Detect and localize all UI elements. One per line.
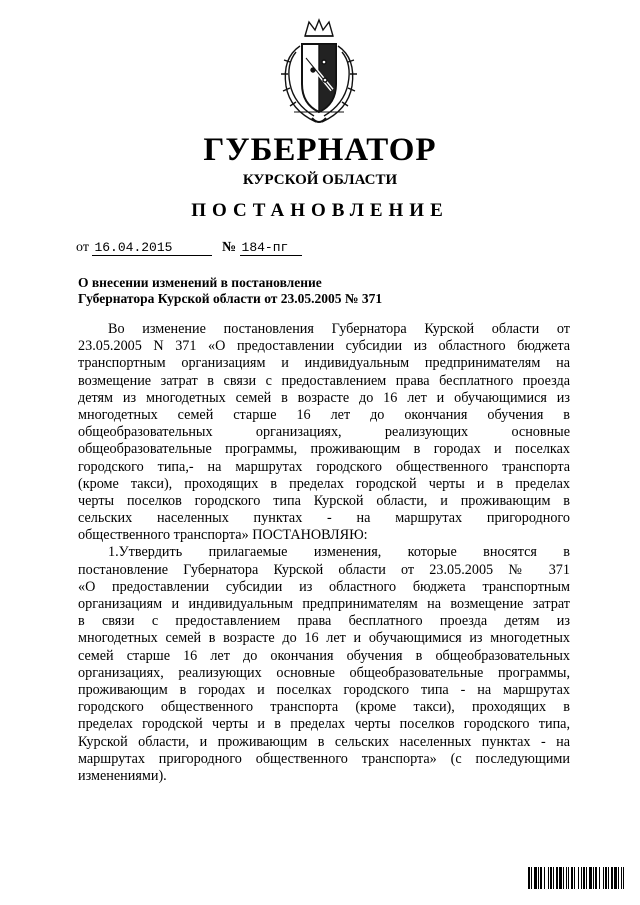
page-title: ГУБЕРНАТОР [203, 132, 437, 168]
barcode-bar [538, 867, 539, 889]
barcode-bar [599, 867, 600, 889]
body-line: 23.05.2005 N 371 «О предоставлении субсидии из областного бюджета [78, 338, 570, 355]
body-line: транспортным организациям и индивидуальным предпринимателям на [78, 355, 570, 372]
body-line: (кроме такси), проходящих в пределах городской черты и в пределах [78, 475, 570, 492]
barcode-bar [581, 867, 582, 889]
body-line: в связи с предоставлением права бесплатного проезда детям из [78, 613, 570, 630]
number-label: № [221, 240, 237, 255]
document-type: ПОСТАНОВЛЕНИЕ [191, 200, 449, 221]
barcode-bar [595, 867, 597, 889]
body-line: Курской области, и проживающим в сельских населенных пунктах - на [78, 733, 570, 750]
document-date: 16.04.2015 [92, 240, 212, 256]
barcode-bar [614, 867, 617, 889]
barcode-icon [528, 867, 624, 889]
barcode-bar [559, 867, 562, 889]
barcode-bar [566, 867, 567, 889]
document-number: 184-пг [240, 240, 302, 256]
from-label: от [76, 240, 89, 255]
body-line: общественного транспорта» ПОСТАНОВЛЯЮ: [78, 527, 368, 544]
barcode-bar [608, 867, 609, 889]
barcode-bar [556, 867, 558, 889]
body-line: детям из многодетных семей в возрасте до 16 лет и обучающимися из [78, 389, 570, 406]
barcode-bar [618, 867, 619, 889]
barcode-bar [583, 867, 585, 889]
barcode-bar [593, 867, 594, 889]
barcode-bar [621, 867, 622, 889]
body-line: маршрутах пригородного общественного транспорта» (с последующими [78, 750, 570, 767]
barcode-bar [550, 867, 552, 889]
barcode-bar [568, 867, 569, 889]
body-line: возмещение затрат в связи с предоставлением права бесплатного проезда [78, 372, 570, 389]
body-line: организациях, реализующих основные общеобразовательные программы, [78, 664, 570, 681]
barcode-bar [571, 867, 573, 889]
body-line: «О предоставлении субсидии из областного бюджета транспортным [78, 578, 570, 595]
document-number-line [76, 240, 302, 256]
barcode-bar [553, 867, 554, 889]
barcode-bar [623, 867, 624, 889]
body-line: 1.Утвердить прилагаемые изменения, которые вносятся в [108, 544, 570, 561]
barcode-bar [548, 867, 549, 889]
body-line: сельских населенных пунктах - на маршрутах пригородного [78, 510, 570, 527]
barcode-bar [563, 867, 564, 889]
barcode-bar [578, 867, 579, 889]
body-line: городского общественного транспорта (кроме такси), проходящих в [78, 699, 570, 716]
barcode-bar [528, 867, 530, 889]
barcode-bar [586, 867, 587, 889]
body-line: общеобразовательные программы, проживающим в городах и поселках [78, 441, 570, 458]
barcode-bar [611, 867, 613, 889]
region-name: КУРСКОЙ ОБЛАСТИ [242, 172, 398, 188]
coat-of-arms-icon [272, 18, 366, 130]
subject-line: О внесении изменений в постановление [78, 275, 322, 290]
body-line: семей старше 16 лет до окончания обучения в общеобразовательных [78, 647, 570, 664]
subject-line: Губернатора Курской области от 23.05.2005 № 371 [78, 291, 383, 306]
body-line: черты поселков городского типа Курской области, и проживающим в [78, 492, 570, 509]
barcode-bar [540, 867, 542, 889]
body-line: организациям и индивидуальным предпринимателям на возмещение затрат [78, 596, 570, 612]
barcode-bar [589, 867, 592, 889]
body-line: пределах городской черты и в пределах черты поселков городского типа, [78, 716, 570, 733]
body-line: общеобразовательных организациях, реализующих основные [78, 424, 570, 441]
body-line: Во изменение постановления Губернатора Курской области от [108, 321, 570, 337]
body-line: изменениями). [78, 767, 167, 784]
body-line: постановление Губернатора Курской области от 23.05.2005 № 371 [78, 561, 570, 578]
document-body [78, 321, 570, 785]
body-line: многодетных семей старше 16 лет до окончания обучения в [78, 406, 570, 423]
body-line: многодетных семей в возрасте до 16 лет и обучающимися из многодетных [78, 630, 570, 647]
document-subject [78, 275, 382, 307]
barcode-bar [544, 867, 545, 889]
body-line: проживающим в городах и поселках городского типа - на маршрутах [78, 681, 570, 698]
barcode-bar [534, 867, 537, 889]
barcode-bar [603, 867, 604, 889]
barcode-bar [531, 867, 532, 889]
barcode-bar [574, 867, 575, 889]
body-line: городского типа,- на маршрутах городского общественного транспорта [78, 458, 570, 475]
barcode-bar [605, 867, 607, 889]
